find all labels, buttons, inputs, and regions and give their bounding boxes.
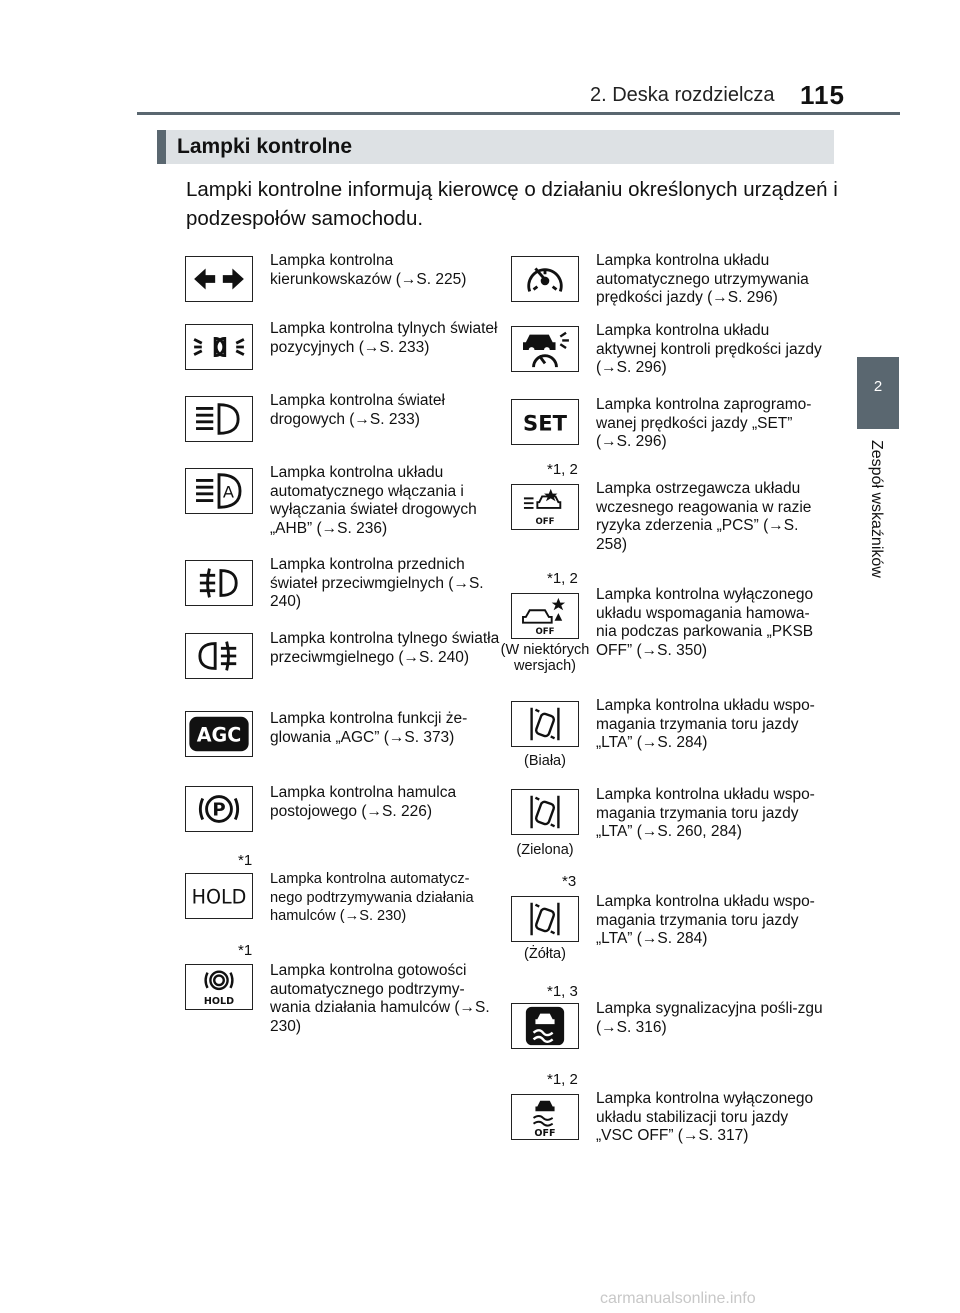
pcs-off-icon-label: OFF [535, 517, 555, 528]
footnote-marker: *1, 2 [547, 461, 578, 478]
page-number: 115 [800, 80, 845, 110]
section-heading [157, 130, 834, 164]
section-heading-bar [157, 130, 166, 164]
icon-caption: (Żółta) [524, 946, 566, 962]
footnote-marker: *1, 2 [547, 570, 578, 587]
side-tab-number: 2 [873, 378, 883, 395]
right-item-text: Lampka kontrolna wyłączonego układu stabilizacji toru jazdy „VSC OFF” (→S. 317) [596, 1090, 814, 1144]
pcs-off-icon [511, 484, 579, 530]
turn-signal-icon [185, 256, 253, 302]
right-item-text: Lampka kontrolna układu wspo-magania trzymania toru jazdy „LTA” (→S. 284) [596, 893, 815, 947]
auto-high-beam-icon [185, 468, 253, 514]
header-rule [137, 112, 900, 115]
right-item-text: Lampka ostrzegawcza układu wczesnego reagowania w razie ryzyka zderzenia „PCS” (→S. 258) [596, 480, 812, 553]
set-icon-label: SET [523, 410, 567, 436]
section-heading-text: Lampki kontrolne [177, 135, 353, 158]
dynamic-radar-cruise-icon [511, 326, 579, 372]
vsc-off-icon-label: OFF [534, 1128, 556, 1139]
pksb-off-icon [511, 593, 579, 639]
rear-fog-icon [185, 633, 253, 679]
left-item-text: Lampka kontrolna kierunkowskazów (→S. 225) [270, 252, 467, 288]
side-tab-label: Zespół wskaźników [868, 440, 885, 578]
parking-brake-icon [185, 786, 253, 832]
right-item-text: Lampka kontrolna układu wspo-magania trzymania toru jazdy „LTA” (→S. 284) [596, 697, 815, 751]
watermark-footer: carmanualsonline.info [600, 1290, 756, 1307]
left-item-text: Lampka kontrolna gotowości automatycznego podtrzymy-wania działania hamulców (→S. 230) [270, 962, 490, 1035]
hold-icon-label: HOLD [191, 885, 247, 909]
icon-caption: (W niektórych wersjach) [500, 642, 590, 674]
agc-icon [185, 711, 253, 757]
footnote-marker: *1, 2 [547, 1071, 578, 1088]
right-item-text: Lampka kontrolna układu wspo-magania trzymania toru jazdy „LTA” (→S. 260, 284) [596, 786, 815, 840]
left-item-text: Lampka kontrolna automatycz-nego podtrzymywania działania hamulców (→S. 230) [270, 871, 474, 924]
intro-text: Lampki kontrolne informują kierowcę o działaniu określonych urządzeń i podzespołów samochodu. [186, 178, 838, 230]
page-header-title: 2. Deska rozdzielcza [590, 84, 775, 106]
left-item-text: Lampka kontrolna funkcji że-glowania „AGC” (→S. 373) [270, 710, 468, 746]
left-item-text: Lampka kontrolna tylnych świateł pozycyjnych (→S. 233) [270, 320, 498, 356]
side-tab-label-wrap [867, 440, 887, 640]
cruise-control-icon [511, 256, 579, 302]
right-item-text: Lampka kontrolna wyłączonego układu wspomagania hamowa-nia podczas parkowania „PKSB OFF” (→S. 350) [596, 586, 814, 659]
left-item-text: Lampka kontrolna hamulca postojowego (→S. 226) [270, 784, 457, 820]
lta-icon [511, 789, 579, 835]
left-item-text: Lampka kontrolna układu automatycznego włączania i wyłączania świateł drogowych „AHB” (→S. 236) [270, 464, 477, 537]
icon-caption: (Zielona) [516, 842, 574, 858]
agc-icon-label: AGC [196, 723, 242, 747]
left-item-text: Lampka kontrolna tylnego światła przeciwmgielnego (→S. 240) [270, 630, 500, 666]
icon-caption: (Biała) [524, 753, 566, 769]
pksb-off-icon-label: OFF [535, 627, 555, 638]
brake-hold-standby-icon [185, 964, 253, 1010]
footnote-marker: *1 [238, 852, 253, 869]
side-tab[interactable] [857, 357, 899, 429]
vsc-off-icon [511, 1094, 579, 1140]
high-beam-icon [185, 396, 253, 442]
right-item-text: Lampka kontrolna układu automatycznego utrzymywania prędkości jazdy (→S. 296) [596, 252, 809, 306]
lta-icon [511, 896, 579, 942]
left-item-text: Lampka kontrolna świateł drogowych (→S. 233) [270, 392, 445, 428]
hold-icon [185, 873, 253, 919]
right-item-text: Lampka kontrolna układu aktywnej kontroli prędkości jazdy (→S. 296) [596, 322, 822, 376]
front-fog-icon [185, 560, 253, 606]
tail-light-icon [185, 324, 253, 370]
brake-hold-standby-icon-label: HOLD [203, 996, 235, 1008]
right-item-text: Lampka kontrolna zaprogramo-wanej prędkości jazdy „SET” (→S. 296) [596, 396, 812, 450]
lta-icon [511, 701, 579, 747]
slip-indicator-icon [511, 1003, 579, 1049]
left-item-text: Lampka kontrolna przednich świateł przeciwmgielnych (→S. 240) [270, 556, 484, 610]
footnote-marker: *3 [562, 873, 577, 890]
right-item-text: Lampka sygnalizacyjna pośli-zgu (→S. 316) [596, 1000, 823, 1036]
parking-brake-icon-label: P [212, 799, 226, 821]
svg-text:A: A [222, 482, 234, 502]
set-icon [511, 399, 579, 445]
footnote-marker: *1 [238, 942, 253, 959]
footnote-marker: *1, 3 [547, 983, 578, 1000]
